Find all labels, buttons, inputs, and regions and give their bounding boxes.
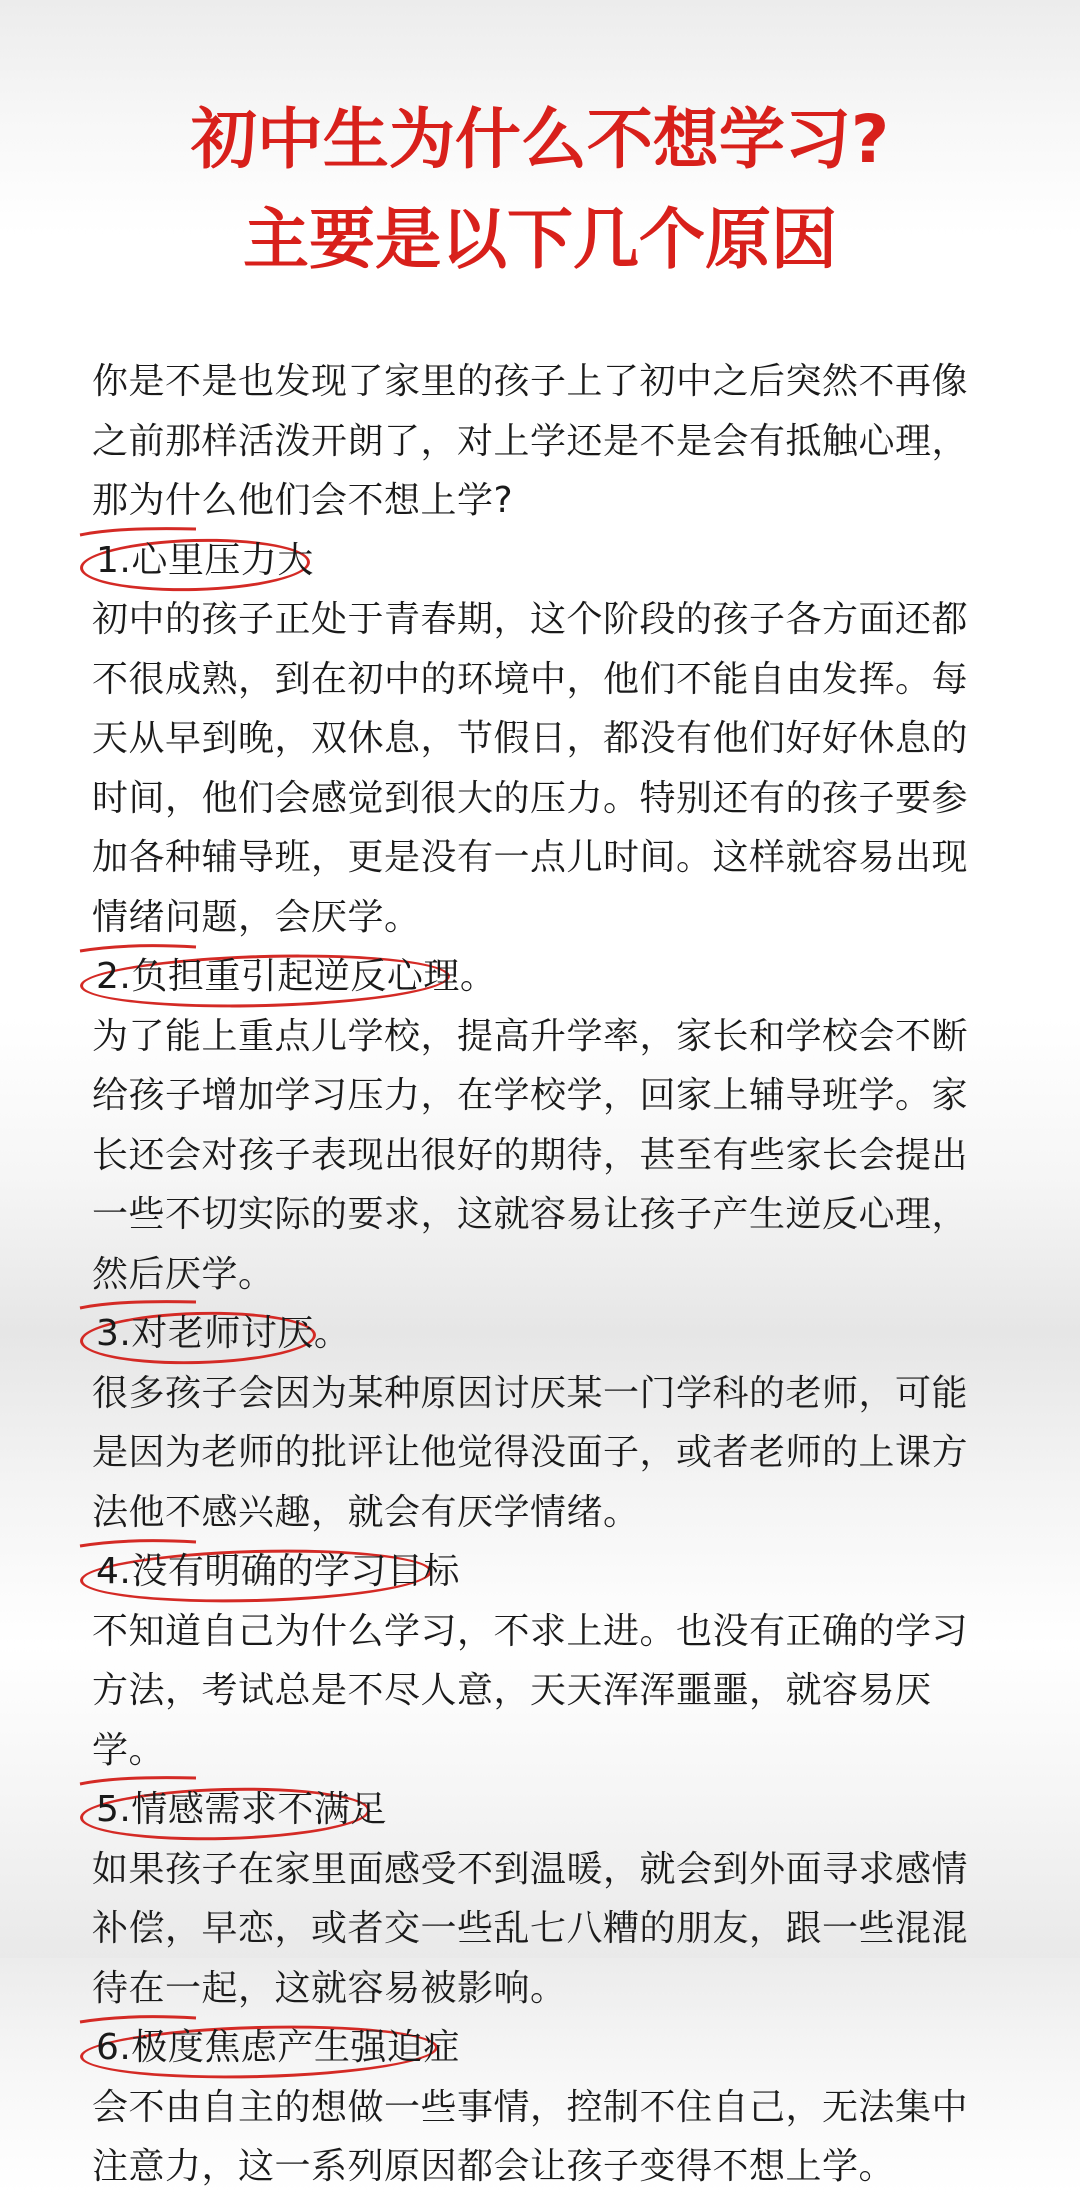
section-heading-4: 4.没有明确的学习目标	[92, 1542, 992, 1602]
section-body-6: 会不由自主的想做一些事情，控制不住自己，无法集中注意力，这一系列原因都会让孩子变得不想上学。	[92, 2086, 969, 2187]
section-body-5: 如果孩子在家里面感受不到温暖，就会到外面寻求感情补偿，早恋，或者交一些乱七八糟的朋友，跟一些混混待在一起，这就容易被影响。	[92, 1848, 969, 2009]
section-heading-2: 2.负担重引起逆反心理。	[92, 947, 992, 1007]
section-heading-3: 3.对老师讨厌。	[92, 1304, 992, 1364]
section-body-2: 为了能上重点儿学校，提高升学率，家长和学校会不断给孩子增加学习压力，在学校学，回家上辅导班学。家长还会对孩子表现出很好的期待，甚至有些家长会提出一些不切实际的要求，这就容易让孩子产生逆反心理，然后厌学。	[92, 1015, 969, 1295]
main-title: 初中生为什么不想学习?	[190, 101, 890, 178]
section-body-4: 不知道自己为什么学习，不求上进。也没有正确的学习方法，考试总是不尽人意，天天浑浑噩噩，就容易厌学。	[92, 1610, 969, 1771]
section-heading-5: 5.情感需求不满足	[92, 1780, 992, 1840]
section-body-3: 很多孩子会因为某种原因讨厌某一门学科的老师，可能是因为老师的批评让他觉得没面子，或者老师的上课方法他不感兴趣，就会有厌学情绪。	[92, 1372, 969, 1533]
section-body-1: 初中的孩子正处于青春期，这个阶段的孩子各方面还都不很成熟，到在初中的环境中，他们不能自由发挥。每天从早到晚，双休息，节假日，都没有他们好好休息的时间，他们会感觉到很大的压力。特别还有的孩子要参加各种辅导班，更是没有一点儿时间。这样就容易出现情绪问题，会厌学。	[92, 599, 969, 938]
intro-paragraph: 你是不是也发现了家里的孩子上了初中之后突然不再像之前那样活泼开朗了，对上学还是不是会有抵触心理，那为什么他们会不想上学?	[92, 361, 969, 521]
sub-title: 主要是以下几个原因	[243, 201, 837, 278]
article-body	[92, 352, 992, 2197]
section-heading-1: 1.心里压力大	[92, 531, 992, 591]
section-heading-6: 6.极度焦虑产生强迫症	[92, 2018, 992, 2078]
